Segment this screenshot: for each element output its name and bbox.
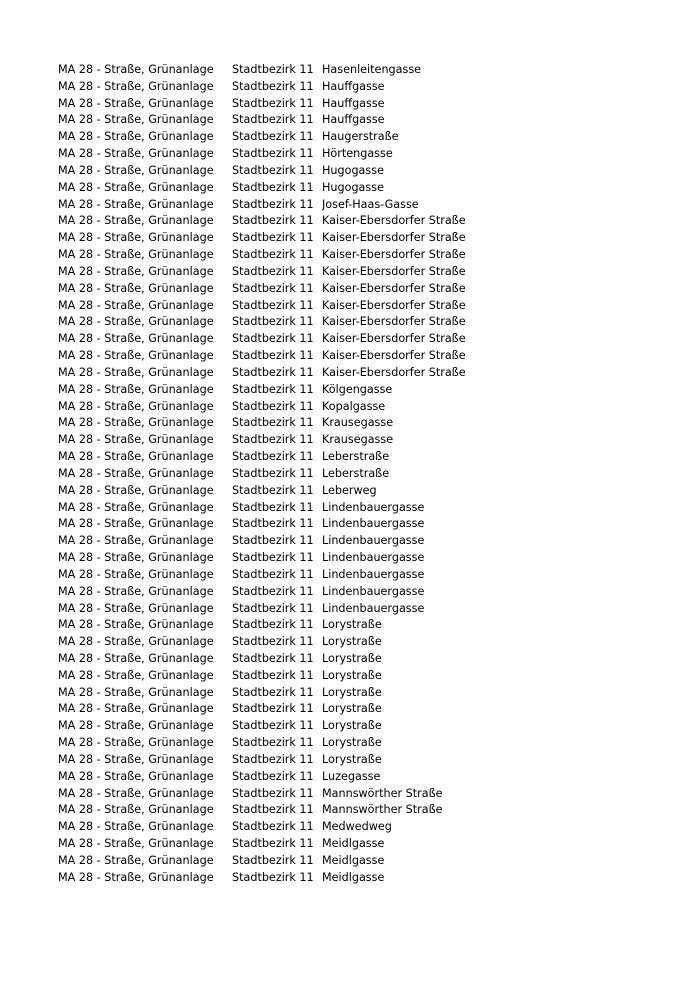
table-row [58, 432, 700, 449]
cell-street: Lorystraße [322, 635, 382, 649]
cell-district: Stadtbezirk 11 [232, 332, 314, 346]
table-row [58, 500, 700, 517]
cell-street: Hugogasse [322, 180, 384, 194]
table-row [58, 314, 700, 331]
table-row [58, 567, 700, 584]
cell-district: Stadtbezirk 11 [232, 551, 314, 565]
cell-street: Lorystraße [322, 685, 382, 699]
cell-department: MA 28 - Straße, Grünanlage [58, 231, 214, 245]
cell-department: MA 28 - Straße, Grünanlage [58, 618, 214, 632]
cell-street: Hasenleitengasse [322, 63, 422, 76]
table-row [58, 516, 700, 533]
cell-street: Kaiser-Ebersdorfer Straße [322, 281, 466, 295]
table-row [58, 617, 700, 634]
cell-district: Stadtbezirk 11 [232, 584, 314, 598]
cell-department: MA 28 - Straße, Grünanlage [58, 450, 214, 464]
cell-street: Leberweg [322, 483, 377, 497]
cell-district: Stadtbezirk 11 [232, 635, 314, 649]
cell-street: Leberstraße [322, 450, 390, 464]
table-row [58, 264, 700, 281]
table-row [58, 718, 700, 735]
cell-department: MA 28 - Straße, Grünanlage [58, 264, 214, 278]
cell-district: Stadtbezirk 11 [232, 163, 314, 177]
cell-department: MA 28 - Straße, Grünanlage [58, 382, 214, 396]
cell-department: MA 28 - Straße, Grünanlage [58, 248, 214, 262]
cell-department: MA 28 - Straße, Grünanlage [58, 79, 214, 93]
table-row [58, 331, 700, 348]
table-row [58, 685, 700, 702]
cell-street: Mannswörther Straße [322, 786, 443, 800]
cell-district: Stadtbezirk 11 [232, 450, 314, 464]
table-row [58, 870, 700, 887]
cell-department: MA 28 - Straße, Grünanlage [58, 349, 214, 363]
table-row [58, 298, 700, 315]
cell-street: Mannswörther Straße [322, 803, 443, 817]
cell-district: Stadtbezirk 11 [232, 853, 314, 867]
cell-department: MA 28 - Straße, Grünanlage [58, 113, 214, 127]
cell-district: Stadtbezirk 11 [232, 231, 314, 245]
cell-street: Kaiser-Ebersdorfer Straße [322, 349, 466, 363]
table-row [58, 197, 700, 214]
table-row [58, 163, 700, 180]
cell-street: Lorystraße [322, 752, 382, 766]
table-row [58, 786, 700, 803]
cell-street: Lindenbauergasse [322, 500, 425, 514]
cell-street: Josef-Haas-Gasse [322, 197, 419, 211]
cell-district: Stadtbezirk 11 [232, 349, 314, 363]
cell-district: Stadtbezirk 11 [232, 113, 314, 127]
table-row [58, 62, 700, 79]
cell-district: Stadtbezirk 11 [232, 466, 314, 480]
cell-street: Meidlgasse [322, 837, 385, 851]
cell-district: Stadtbezirk 11 [232, 264, 314, 278]
cell-department: MA 28 - Straße, Grünanlage [58, 63, 214, 76]
cell-street: Lindenbauergasse [322, 551, 425, 565]
table-row [58, 180, 700, 197]
cell-street: Medwedweg [322, 820, 392, 834]
cell-district: Stadtbezirk 11 [232, 399, 314, 413]
table-row [58, 466, 700, 483]
cell-district: Stadtbezirk 11 [232, 534, 314, 548]
cell-street: Kaiser-Ebersdorfer Straße [322, 231, 466, 245]
cell-department: MA 28 - Straße, Grünanlage [58, 551, 214, 565]
cell-department: MA 28 - Straße, Grünanlage [58, 668, 214, 682]
table-row [58, 382, 700, 399]
cell-district: Stadtbezirk 11 [232, 736, 314, 750]
cell-street: Lorystraße [322, 719, 382, 733]
table-row [58, 449, 700, 466]
table-row [58, 584, 700, 601]
cell-district: Stadtbezirk 11 [232, 685, 314, 699]
cell-street: Kaiser-Ebersdorfer Straße [322, 214, 466, 228]
cell-street: Luzegasse [322, 769, 381, 783]
cell-street: Krausegasse [322, 416, 394, 430]
cell-district: Stadtbezirk 11 [232, 803, 314, 817]
cell-street: Kaiser-Ebersdorfer Straße [322, 365, 466, 379]
cell-department: MA 28 - Straße, Grünanlage [58, 584, 214, 598]
cell-district: Stadtbezirk 11 [232, 180, 314, 194]
table-row [58, 146, 700, 163]
cell-district: Stadtbezirk 11 [232, 416, 314, 430]
cell-department: MA 28 - Straße, Grünanlage [58, 534, 214, 548]
cell-department: MA 28 - Straße, Grünanlage [58, 635, 214, 649]
cell-department: MA 28 - Straße, Grünanlage [58, 163, 214, 177]
cell-department: MA 28 - Straße, Grünanlage [58, 500, 214, 514]
cell-department: MA 28 - Straße, Grünanlage [58, 399, 214, 413]
cell-street: Krausegasse [322, 433, 394, 447]
table-row [58, 853, 700, 870]
cell-street: Lorystraße [322, 618, 382, 632]
table-row [58, 533, 700, 550]
cell-street: Lindenbauergasse [322, 567, 425, 581]
cell-department: MA 28 - Straße, Grünanlage [58, 853, 214, 867]
cell-department: MA 28 - Straße, Grünanlage [58, 769, 214, 783]
cell-district: Stadtbezirk 11 [232, 298, 314, 312]
table-row [58, 348, 700, 365]
cell-district: Stadtbezirk 11 [232, 197, 314, 211]
cell-district: Stadtbezirk 11 [232, 500, 314, 514]
cell-district: Stadtbezirk 11 [232, 567, 314, 581]
cell-district: Stadtbezirk 11 [232, 668, 314, 682]
table-row [58, 365, 700, 382]
cell-department: MA 28 - Straße, Grünanlage [58, 752, 214, 766]
cell-street: Kaiser-Ebersdorfer Straße [322, 264, 466, 278]
cell-district: Stadtbezirk 11 [232, 752, 314, 766]
cell-district: Stadtbezirk 11 [232, 315, 314, 329]
cell-street: Hugogasse [322, 163, 384, 177]
cell-department: MA 28 - Straße, Grünanlage [58, 837, 214, 851]
table-row [58, 129, 700, 146]
cell-department: MA 28 - Straße, Grünanlage [58, 651, 214, 665]
table-row [58, 752, 700, 769]
cell-department: MA 28 - Straße, Grünanlage [58, 180, 214, 194]
cell-department: MA 28 - Straße, Grünanlage [58, 130, 214, 144]
cell-street: Meidlgasse [322, 870, 385, 884]
table-row [58, 415, 700, 432]
table-row [58, 701, 700, 718]
cell-street: Lindenbauergasse [322, 517, 425, 531]
cell-street: Hauffgasse [322, 96, 385, 110]
cell-street: Lindenbauergasse [322, 601, 425, 615]
cell-department: MA 28 - Straße, Grünanlage [58, 786, 214, 800]
table-row [58, 769, 700, 786]
table-row [58, 802, 700, 819]
cell-district: Stadtbezirk 11 [232, 281, 314, 295]
cell-department: MA 28 - Straße, Grünanlage [58, 567, 214, 581]
cell-department: MA 28 - Straße, Grünanlage [58, 719, 214, 733]
cell-street: Meidlgasse [322, 853, 385, 867]
cell-district: Stadtbezirk 11 [232, 147, 314, 161]
cell-district: Stadtbezirk 11 [232, 248, 314, 262]
cell-district: Stadtbezirk 11 [232, 130, 314, 144]
cell-district: Stadtbezirk 11 [232, 63, 314, 76]
cell-department: MA 28 - Straße, Grünanlage [58, 466, 214, 480]
cell-street: Lorystraße [322, 668, 382, 682]
cell-district: Stadtbezirk 11 [232, 517, 314, 531]
cell-district: Stadtbezirk 11 [232, 769, 314, 783]
table-row [58, 634, 700, 651]
table-row [58, 96, 700, 113]
cell-street: Lorystraße [322, 736, 382, 750]
table-row [58, 281, 700, 298]
cell-district: Stadtbezirk 11 [232, 601, 314, 615]
cell-department: MA 28 - Straße, Grünanlage [58, 214, 214, 228]
cell-department: MA 28 - Straße, Grünanlage [58, 433, 214, 447]
cell-district: Stadtbezirk 11 [232, 382, 314, 396]
cell-street: Lindenbauergasse [322, 584, 425, 598]
cell-department: MA 28 - Straße, Grünanlage [58, 365, 214, 379]
cell-district: Stadtbezirk 11 [232, 79, 314, 93]
table-row [58, 79, 700, 96]
table-row [58, 836, 700, 853]
cell-department: MA 28 - Straße, Grünanlage [58, 298, 214, 312]
cell-department: MA 28 - Straße, Grünanlage [58, 332, 214, 346]
cell-department: MA 28 - Straße, Grünanlage [58, 736, 214, 750]
cell-department: MA 28 - Straße, Grünanlage [58, 483, 214, 497]
record-list [58, 62, 700, 887]
table-row [58, 668, 700, 685]
cell-department: MA 28 - Straße, Grünanlage [58, 281, 214, 295]
table-row [58, 213, 700, 230]
table-row [58, 651, 700, 668]
cell-district: Stadtbezirk 11 [232, 214, 314, 228]
cell-department: MA 28 - Straße, Grünanlage [58, 96, 214, 110]
cell-district: Stadtbezirk 11 [232, 365, 314, 379]
cell-district: Stadtbezirk 11 [232, 483, 314, 497]
cell-department: MA 28 - Straße, Grünanlage [58, 820, 214, 834]
cell-street: Kaiser-Ebersdorfer Straße [322, 315, 466, 329]
cell-district: Stadtbezirk 11 [232, 702, 314, 716]
cell-district: Stadtbezirk 11 [232, 786, 314, 800]
cell-street: Kaiser-Ebersdorfer Straße [322, 332, 466, 346]
table-row [58, 735, 700, 752]
cell-department: MA 28 - Straße, Grünanlage [58, 315, 214, 329]
table-row [58, 247, 700, 264]
cell-street: Hörtengasse [322, 147, 393, 161]
cell-department: MA 28 - Straße, Grünanlage [58, 197, 214, 211]
cell-street: Lorystraße [322, 651, 382, 665]
table-row [58, 819, 700, 836]
cell-department: MA 28 - Straße, Grünanlage [58, 147, 214, 161]
table-row [58, 399, 700, 416]
cell-street: Lindenbauergasse [322, 534, 425, 548]
cell-street: Kölgengasse [322, 382, 393, 396]
cell-district: Stadtbezirk 11 [232, 618, 314, 632]
cell-street: Kopalgasse [322, 399, 386, 413]
cell-district: Stadtbezirk 11 [232, 820, 314, 834]
cell-department: MA 28 - Straße, Grünanlage [58, 416, 214, 430]
cell-department: MA 28 - Straße, Grünanlage [58, 601, 214, 615]
cell-district: Stadtbezirk 11 [232, 837, 314, 851]
cell-street: Kaiser-Ebersdorfer Straße [322, 298, 466, 312]
cell-department: MA 28 - Straße, Grünanlage [58, 685, 214, 699]
table-row [58, 601, 700, 618]
table-row [58, 112, 700, 129]
cell-district: Stadtbezirk 11 [232, 96, 314, 110]
cell-department: MA 28 - Straße, Grünanlage [58, 517, 214, 531]
cell-district: Stadtbezirk 11 [232, 651, 314, 665]
cell-department: MA 28 - Straße, Grünanlage [58, 702, 214, 716]
cell-district: Stadtbezirk 11 [232, 433, 314, 447]
cell-street: Leberstraße [322, 466, 390, 480]
cell-street: Hauffgasse [322, 79, 385, 93]
cell-street: Kaiser-Ebersdorfer Straße [322, 248, 466, 262]
cell-street: Lorystraße [322, 702, 382, 716]
table-row [58, 230, 700, 247]
cell-street: Hauffgasse [322, 113, 385, 127]
cell-district: Stadtbezirk 11 [232, 870, 314, 884]
cell-district: Stadtbezirk 11 [232, 719, 314, 733]
cell-department: MA 28 - Straße, Grünanlage [58, 870, 214, 884]
cell-street: Haugerstraße [322, 130, 399, 144]
table-row [58, 550, 700, 567]
table-row [58, 483, 700, 500]
cell-department: MA 28 - Straße, Grünanlage [58, 803, 214, 817]
